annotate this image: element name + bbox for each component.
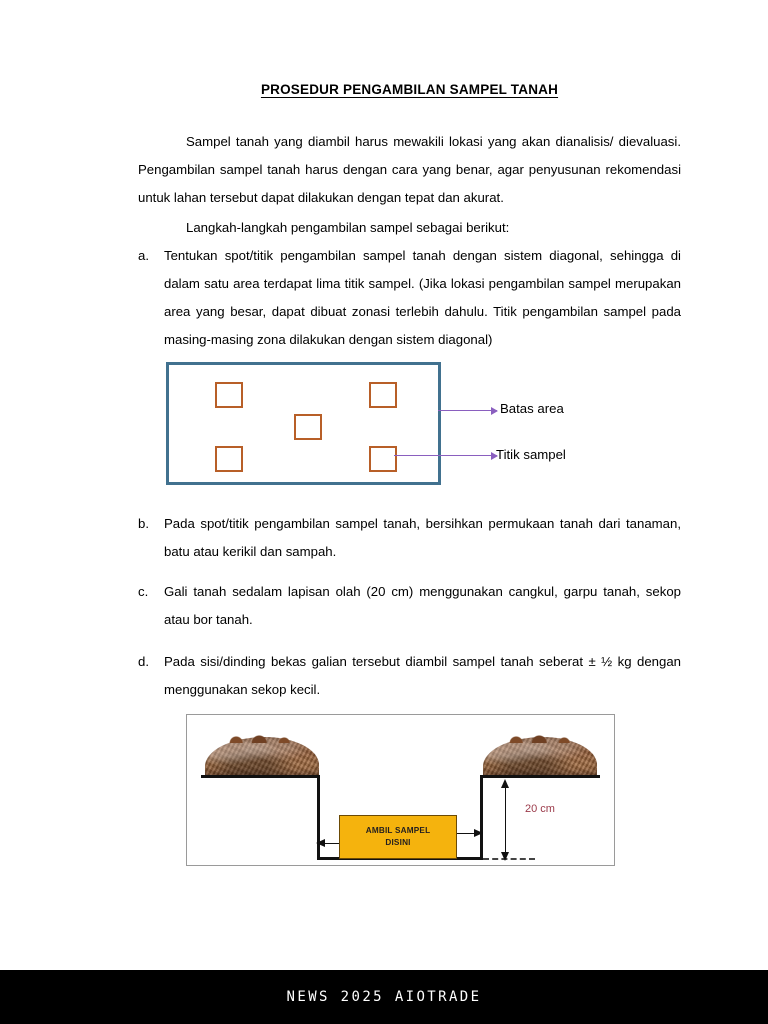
soil-mound-left [205, 737, 319, 777]
trench-wall-left [317, 775, 320, 860]
annotation-label-batas-area: Batas area [500, 401, 564, 416]
step-d-text: Pada sisi/dinding bekas galian tersebut diambil sampel tanah seberat ± ½ kg dengan menggunakan sekop kecil. [164, 654, 681, 697]
step-c [138, 578, 681, 634]
leader-arrow-batas-area [438, 410, 497, 411]
step-c-text: Gali tanah sedalam lapisan olah (20 cm) menggunakan cangkul, garpu tanah, sekop atau bor tanah. [164, 584, 681, 627]
step-a-text: Tentukan spot/titik pengambilan sampel tanah dengan sistem diagonal, sehingga di dalam satu area terdapat lima titik sampel. (Jika lokasi pengambilan sampel merupakan area yang besar, dapat dibuat zonasi terlebih dahulu. Titik pengambilan sampel pada masing-masing zona dilakukan dengan sistem diagonal) [164, 248, 681, 347]
step-b-marker: b. [138, 516, 149, 531]
step-b [138, 510, 681, 566]
step-d [138, 648, 681, 704]
diagram-trench-cross-section [186, 714, 615, 866]
leader-arrow-titik-sampel [394, 455, 497, 456]
ground-surface-right [482, 775, 600, 778]
sample-callout-line-2: DISINI [385, 837, 411, 847]
soil-mound-left-bumps [217, 733, 313, 743]
soil-mound-right-bumps [497, 733, 593, 743]
trench-wall-right [480, 775, 483, 860]
intro-paragraph [138, 128, 681, 212]
steps-lead-in-text: Langkah-langkah pengambilan sampel sebagai berikut: [186, 220, 510, 235]
steps-lead-in-paragraph [138, 214, 681, 242]
depth-dimension-arrow [505, 781, 506, 859]
annotation-label-titik-sampel: Titik sampel [496, 447, 566, 462]
soil-mound-right [483, 737, 597, 777]
ground-surface-left [201, 775, 319, 778]
depth-dimension-label: 20 cm [525, 803, 555, 815]
bottom-banner [0, 970, 768, 1024]
sample-location-callout [339, 815, 457, 859]
sample-arrow-right [457, 833, 481, 834]
step-b-text: Pada spot/titik pengambilan sampel tanah, bersihkan permukaan tanah dari tanaman, batu atau kerikil dan sampah. [164, 516, 681, 559]
step-a-marker: a. [138, 248, 149, 263]
step-d-marker: d. [138, 654, 149, 669]
step-c-marker: c. [138, 584, 149, 599]
page-title: PROSEDUR PENGAMBILAN SAMPEL TANAH [260, 82, 559, 97]
depth-baseline-dashed [483, 858, 535, 860]
sample-callout-line-1: AMBIL SAMPEL [365, 826, 431, 836]
banner-text: NEWS 2025 AIOTRADE [286, 989, 482, 1005]
step-a [138, 242, 681, 354]
intro-paragraph-text: Sampel tanah yang diambil harus mewakili lokasi yang akan dianalisis/ dievaluasi. Pengambilan sampel tanah harus dengan cara yang benar, agar penyusunan rekomendasi untuk lahan tersebut dapat dilakukan dengan tepat dan akurat. [138, 134, 681, 205]
sample-arrow-left [318, 843, 340, 844]
diagram-annotation-leaders [166, 362, 646, 485]
